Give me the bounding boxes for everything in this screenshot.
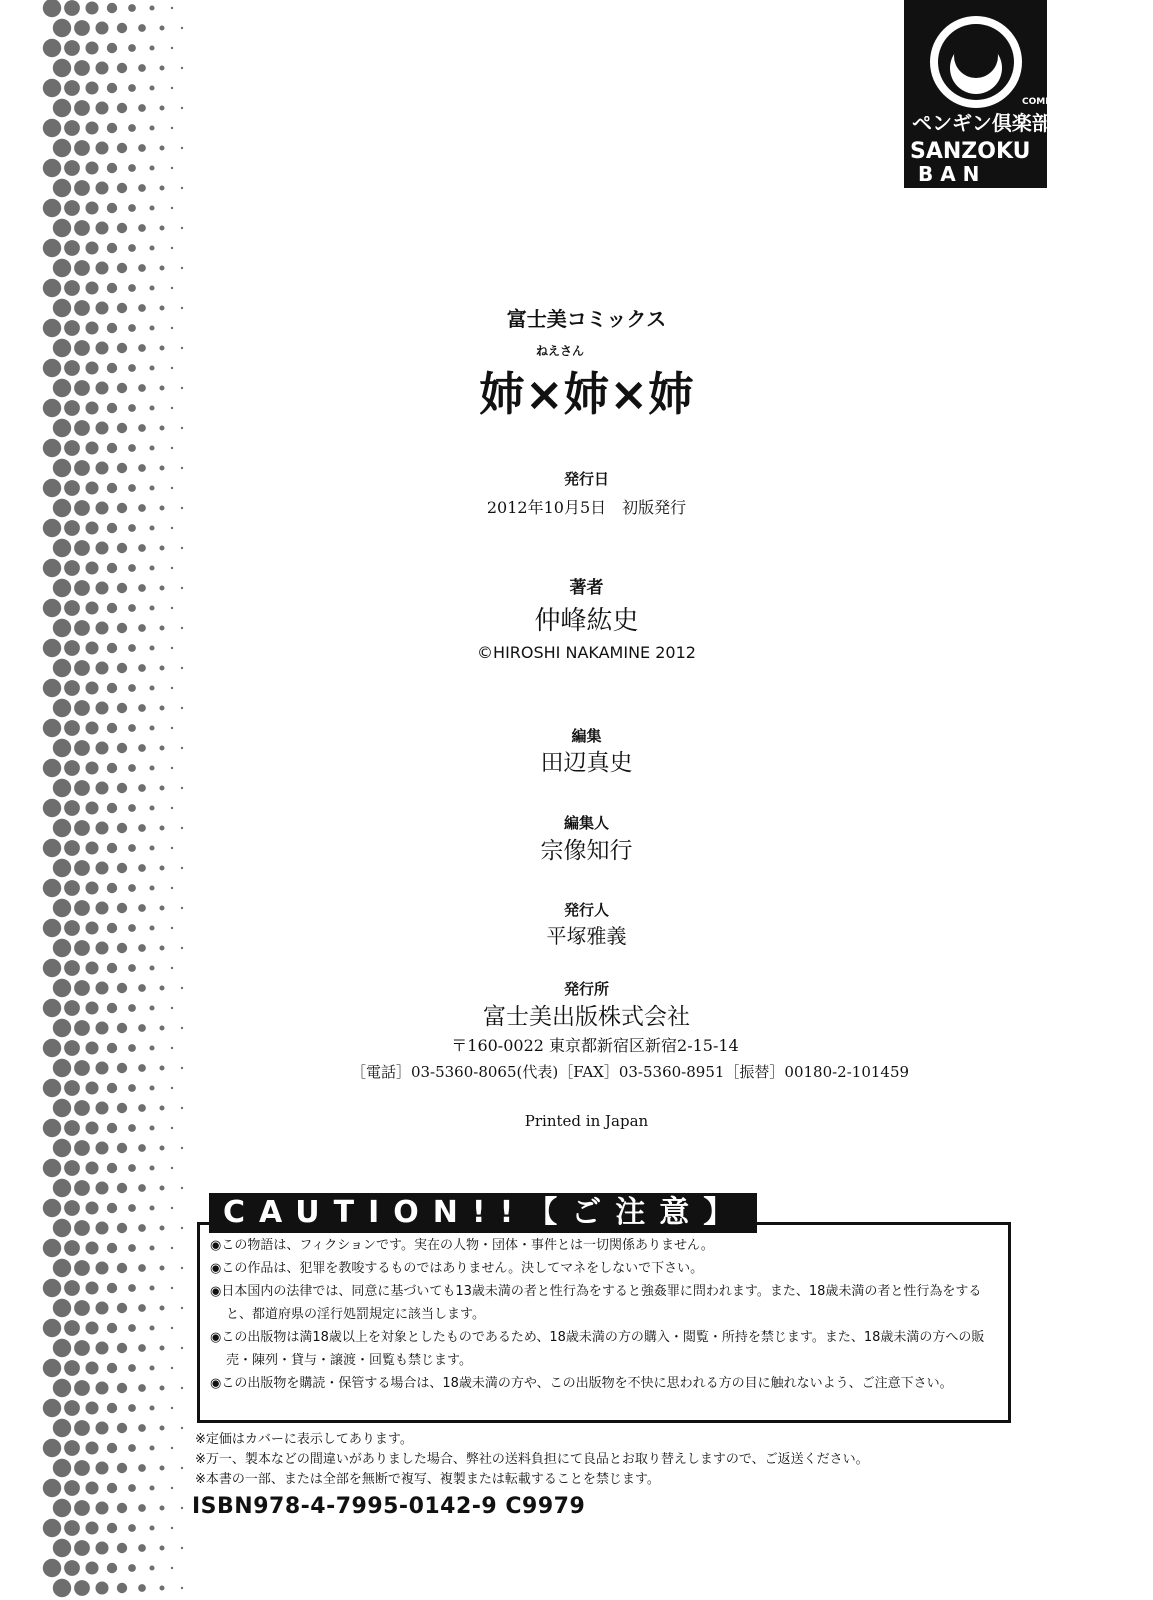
caution-item: ◉この出版物は満18歳以上を対象としたものであるため、18歳未満の方の購入・閲覧・所持を禁じます。また、18歳未満の方への販売・陳列・貸与・譲渡・回覧も禁じます。 [210, 1330, 985, 1368]
publisher-name: 富士美出版株式会社 [483, 1004, 690, 1030]
chief-editor-label: 編集人 [563, 814, 609, 832]
footer-note: ※定価はカバーに表示してあります。 [195, 1432, 413, 1447]
chief-editor-name: 宗像知行 [540, 838, 633, 864]
editor-label: 編集 [571, 727, 602, 745]
footer-note: ※万一、製本などの間違いがありました場合、弊社の送料負担にて良品とお取り替えしますので、ご返送ください。 [195, 1452, 869, 1467]
printed-in: Printed in Japan [524, 1112, 649, 1130]
issuer-label: 発行人 [563, 901, 609, 919]
caution-list [210, 1234, 1000, 1395]
issuer-name: 平塚雅義 [546, 924, 627, 948]
caution-item: ◉この物語は、フィクションです。実在の人物・団体・事件とは一切関係ありません。 [210, 1238, 714, 1253]
sanzoku-ban-logo [904, 0, 1056, 188]
title-ruby: ねえさん [535, 344, 584, 358]
caution-item: ◉この作品は、犯罪を教唆するものではありません。決してマネをしないで下さい。 [210, 1261, 704, 1276]
caution-item: ◉この出版物を購読・保管する場合は、18歳未満の方や、この出版物を不快に思われる方の目に触れないよう、ご注意下さい。 [210, 1376, 953, 1391]
author-label: 著者 [569, 578, 604, 598]
caution-title: CAUTION!!【ご注意】 [209, 1193, 757, 1233]
footer-notes [195, 1430, 1015, 1490]
publication-date: 2012年10月5日 初版発行 [486, 498, 687, 517]
logo-line2: B A N [918, 162, 980, 186]
footer-note: ※本書の一部、または全部を無断で複写、複製または転載することを禁じます。 [195, 1472, 660, 1487]
author-copyright: ©HIROSHI NAKAMINE 2012 [477, 643, 696, 662]
caution-item: ◉日本国内の法律では、同意に基づいても13歳未満の者と性行為をすると強姦罪に問われます。また、18歳未満の者と性行為をすると、都道府県の淫行処罰規定に該当します。 [210, 1284, 982, 1322]
publisher-address: 〒160-0022 東京都新宿区新宿2-15-14 [451, 1036, 739, 1055]
author-name: 仲峰紘史 [534, 606, 639, 636]
publisher-label: 発行所 [563, 980, 609, 998]
book-title: 姉×姉×姉 [478, 367, 695, 421]
publication-label: 発行日 [563, 470, 609, 488]
publisher-contact: ［電話］03-5360-8065(代表)［FAX］03-5360-8951［振替］00180-2-101459 [350, 1063, 910, 1081]
logo-brand-text: ペンギン倶楽部 [912, 111, 1052, 135]
logo-small-text: COMIC [1022, 97, 1056, 107]
editor-name: 田辺真史 [540, 750, 633, 776]
isbn-code: ISBN978-4-7995-0142-9 C9979 [192, 1494, 586, 1519]
label-series: 富士美コミックス [506, 307, 667, 331]
halftone-dot-border [0, 0, 200, 1600]
logo-line1: SANZOKU [910, 139, 1031, 164]
